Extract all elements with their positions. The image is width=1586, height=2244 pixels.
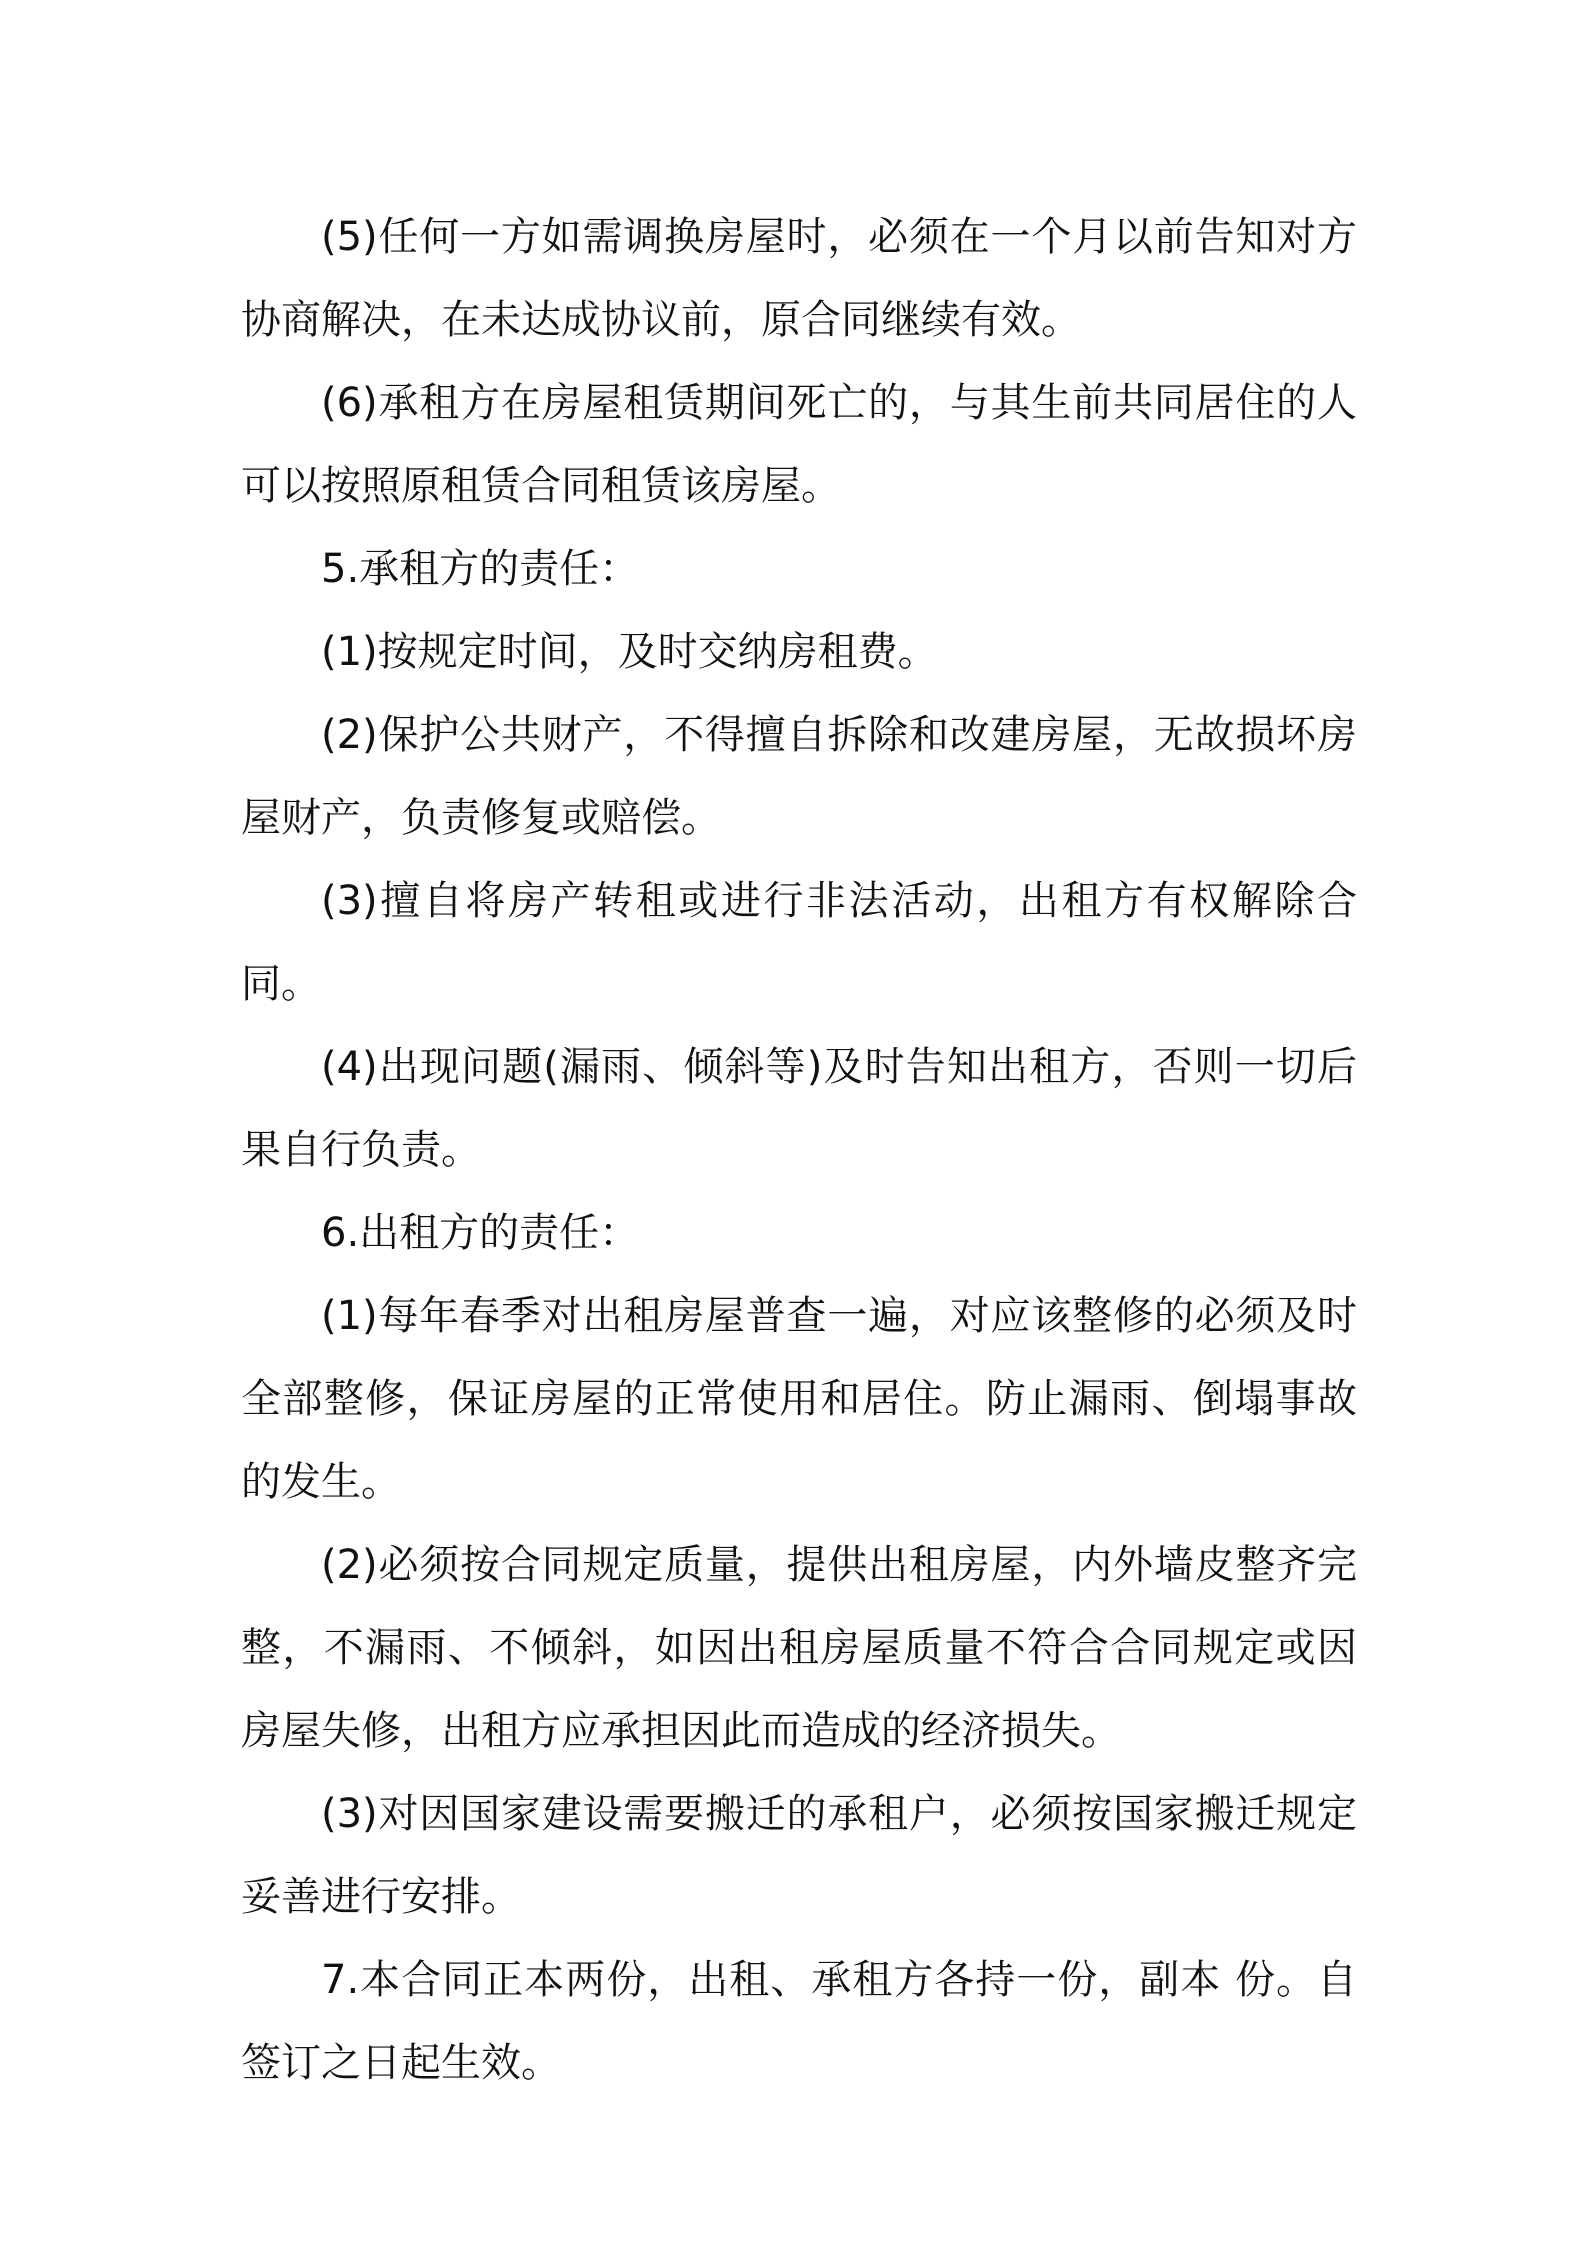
clause-paragraph: (3)擅自将房产转租或进行非法活动，出租方有权解除合同。 <box>241 878 1357 1007</box>
clause-paragraph: (2)保护公共财产，不得擅自拆除和改建房屋，无故损坏房屋财产，负责修复或赔偿。 <box>241 712 1357 841</box>
clause-paragraph: (3)对因国家建设需要搬迁的承租户，必须按国家搬迁规定妥善进行安排。 <box>241 1791 1357 1920</box>
clause-paragraph: (6)承租方在房屋租赁期间死亡的，与其生前共同居住的人可以按照原租赁合同租赁该房屋。 <box>241 380 1357 509</box>
clause-paragraph: (2)必须按合同规定质量，提供出租房屋，内外墙皮整齐完整，不漏雨、不倾斜，如因出租房屋质量不符合合同规定或因房屋失修，出租方应承担因此而造成的经济损失。 <box>241 1542 1357 1754</box>
clause-paragraph: (1)每年春季对出租房屋普查一遍，对应该整修的必须及时全部整修，保证房屋的正常使用和居住。防止漏雨、倒塌事故的发生。 <box>241 1293 1357 1505</box>
closing-paragraph: 7.本合同正本两份，出租、承租方各持一份，副本 份。自签订之日起生效。 <box>241 1957 1357 2086</box>
clause-paragraph: (4)出现问题(漏雨、倾斜等)及时告知出租方，否则一切后果自行负责。 <box>241 1044 1357 1173</box>
clause-paragraph: (5)任何一方如需调换房屋时，必须在一个月以前告知对方协商解决，在未达成协议前，原合同继续有效。 <box>241 214 1357 343</box>
section-heading: 6.出租方的责任： <box>321 1210 640 1256</box>
document-body <box>241 196 1357 2105</box>
clause-paragraph: (1)按规定时间，及时交纳房租费。 <box>321 629 938 675</box>
section-heading: 5.承租方的责任： <box>321 546 640 592</box>
